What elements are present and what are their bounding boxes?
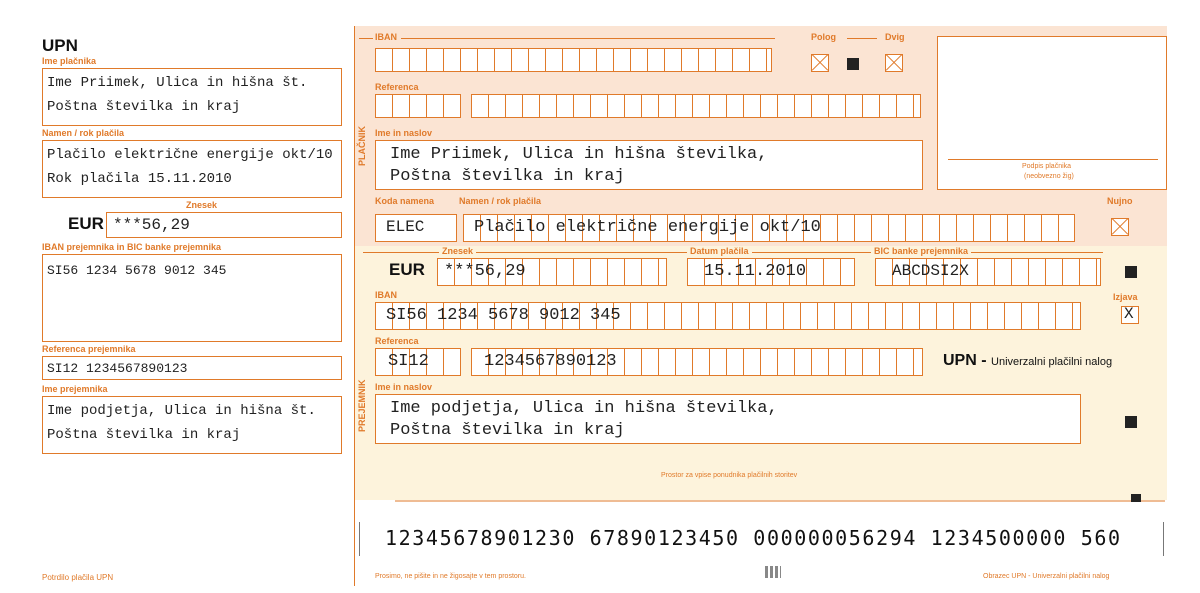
payment-currency: EUR xyxy=(389,260,425,279)
urgent-checkbox[interactable] xyxy=(1111,218,1129,236)
bic-marker xyxy=(1125,266,1137,278)
deposit-rule xyxy=(847,38,877,39)
payment-amount-field[interactable] xyxy=(437,258,667,286)
statement-checkbox[interactable] xyxy=(1121,306,1139,324)
purpose-line-1: Plačilo električne energije okt/10 xyxy=(47,147,333,163)
recipient-ref-number-field[interactable] xyxy=(471,348,923,376)
reference-value: SI12 1234567890123 xyxy=(47,361,188,376)
purpose-code-label: Koda namena xyxy=(375,196,435,206)
payer-section xyxy=(355,26,1167,214)
purpose-row xyxy=(355,214,1167,246)
recipient-ref-model: SI12 xyxy=(388,352,429,371)
payer-iban-field[interactable] xyxy=(375,48,772,72)
deposit-checkbox[interactable] xyxy=(811,54,829,72)
deposit-marker xyxy=(847,58,859,70)
bank-area-marker xyxy=(1131,494,1141,502)
withdrawal-checkbox[interactable] xyxy=(885,54,903,72)
payment-purpose-label: Namen / rok plačila xyxy=(459,196,542,206)
iban-rule xyxy=(401,38,775,39)
payer-address-line-2: Poštna številka in kraj xyxy=(390,167,625,186)
recipient-line-1: Ime podjetja, Ulica in hišna št. xyxy=(47,403,316,419)
statement-check-mark: X xyxy=(1124,306,1134,323)
bic-label: BIC banke prejemnika xyxy=(871,246,971,256)
ocr-bracket-left xyxy=(359,522,368,556)
reference-field[interactable] xyxy=(42,356,342,380)
signature-label-1: Podpis plačnika xyxy=(1022,163,1072,170)
recipient-iban-label: IBAN xyxy=(375,290,397,300)
payment-order-panel xyxy=(354,26,1169,586)
payment-purpose-value: Plačilo električne energije okt/10 xyxy=(474,218,821,237)
recipient-section-label: PREJEMNIK xyxy=(357,379,367,432)
signature-label-2: (neobvezno žig) xyxy=(1024,173,1074,180)
upn-brand xyxy=(943,352,1112,370)
purpose-code-value: ELEC xyxy=(386,218,425,236)
payer-name-field[interactable] xyxy=(42,68,342,126)
recipient-address-field[interactable] xyxy=(375,394,1081,444)
payer-address-label: Ime in naslov xyxy=(375,128,433,138)
recipient-reference-label: Referenca xyxy=(375,336,419,346)
payer-address-line-1: Ime Priimek, Ulica in hišna številka, xyxy=(390,145,768,164)
recipient-iban-value: SI56 1234 5678 9012 345 xyxy=(386,306,621,325)
ocr-bracket-right xyxy=(1155,522,1164,556)
purpose-code-field[interactable] xyxy=(375,214,457,242)
upn-brand-title: UPN - xyxy=(943,352,987,369)
recipient-ref-model-field[interactable] xyxy=(375,348,461,376)
payer-address-field[interactable] xyxy=(375,140,923,190)
amount-label: Znesek xyxy=(186,200,218,210)
ocr-line: 12345678901230 67890123450 000000056294 1234500000 560 xyxy=(385,526,1122,550)
receipt-title: UPN xyxy=(42,36,78,55)
withdrawal-label: Dvig xyxy=(885,32,905,42)
payer-ref-model[interactable] xyxy=(375,94,461,118)
reference-label: Referenca prejemnika xyxy=(42,344,136,354)
statement-label: Izjava xyxy=(1113,292,1138,302)
recipient-marker xyxy=(1125,416,1137,428)
bic-field[interactable] xyxy=(875,258,1101,286)
payment-date-label: Datum plačila xyxy=(687,246,752,256)
purpose-label: Namen / rok plačila xyxy=(42,128,125,138)
recipient-name-label: Ime prejemnika xyxy=(42,384,108,394)
payment-amount-value: ***56,29 xyxy=(444,262,526,281)
provider-space-label: Prostor za vpise ponudnika plačilnih storitev xyxy=(661,472,798,479)
payer-line-1: Ime Priimek, Ulica in hišna št. xyxy=(47,75,308,91)
recipient-address-line-2: Poštna številka in kraj xyxy=(390,421,625,440)
iban-bic-label: IBAN prejemnika in BIC banke prejemnika xyxy=(42,242,222,252)
purpose-field[interactable] xyxy=(42,140,342,198)
payment-date-field[interactable] xyxy=(687,258,855,286)
iban-bic-field[interactable] xyxy=(42,254,342,342)
amount-value: ***56,29 xyxy=(113,216,190,234)
bank-logo-icon xyxy=(765,566,781,578)
bic-value: ABCDSI2X xyxy=(892,262,969,280)
urgent-label: Nujno xyxy=(1107,196,1133,206)
receipt-panel xyxy=(34,26,350,586)
recipient-iban-field[interactable] xyxy=(375,302,1081,330)
iban-top-rule xyxy=(359,38,373,39)
payer-line-2: Poštna številka in kraj xyxy=(47,99,241,115)
recipient-name-field[interactable] xyxy=(42,396,342,454)
recipient-address-line-1: Ime podjetja, Ulica in hišna številka, xyxy=(390,399,778,418)
form-name: Obrazec UPN - Univerzalni plačilni nalog xyxy=(983,573,1110,580)
payer-reference-label: Referenca xyxy=(375,82,419,92)
recipient-address-label: Ime in naslov xyxy=(375,382,433,392)
payer-iban-label: IBAN xyxy=(375,32,397,42)
payer-name-label: Ime plačnika xyxy=(42,56,97,66)
recipient-section xyxy=(355,246,1167,500)
recipient-ref-number: 1234567890123 xyxy=(484,352,617,371)
deposit-label: Polog xyxy=(811,32,836,42)
currency: EUR xyxy=(68,214,104,233)
signature-box[interactable] xyxy=(937,36,1167,190)
payment-amount-label: Znesek xyxy=(439,246,476,256)
recipient-line-2: Poštna številka in kraj xyxy=(47,427,241,443)
payment-date-value: 15.11.2010 xyxy=(704,262,807,281)
no-write-notice: Prosimo, ne pišite in ne žigosajte v tem prostoru. xyxy=(375,573,526,580)
iban-bic-value: SI56 1234 5678 9012 345 xyxy=(47,263,227,278)
payer-ref-number[interactable] xyxy=(471,94,921,118)
receipt-footer: Potrdilo plačila UPN xyxy=(42,573,114,582)
payer-section-label: PLAČNIK xyxy=(357,126,367,166)
upn-brand-subtitle: Univerzalni plačilni nalog xyxy=(991,356,1113,368)
payment-purpose-field[interactable] xyxy=(463,214,1075,242)
amount-field[interactable] xyxy=(106,212,342,238)
purpose-line-2: Rok plačila 15.11.2010 xyxy=(47,171,232,187)
signature-line xyxy=(948,159,1158,160)
bank-area-divider xyxy=(395,500,1165,502)
